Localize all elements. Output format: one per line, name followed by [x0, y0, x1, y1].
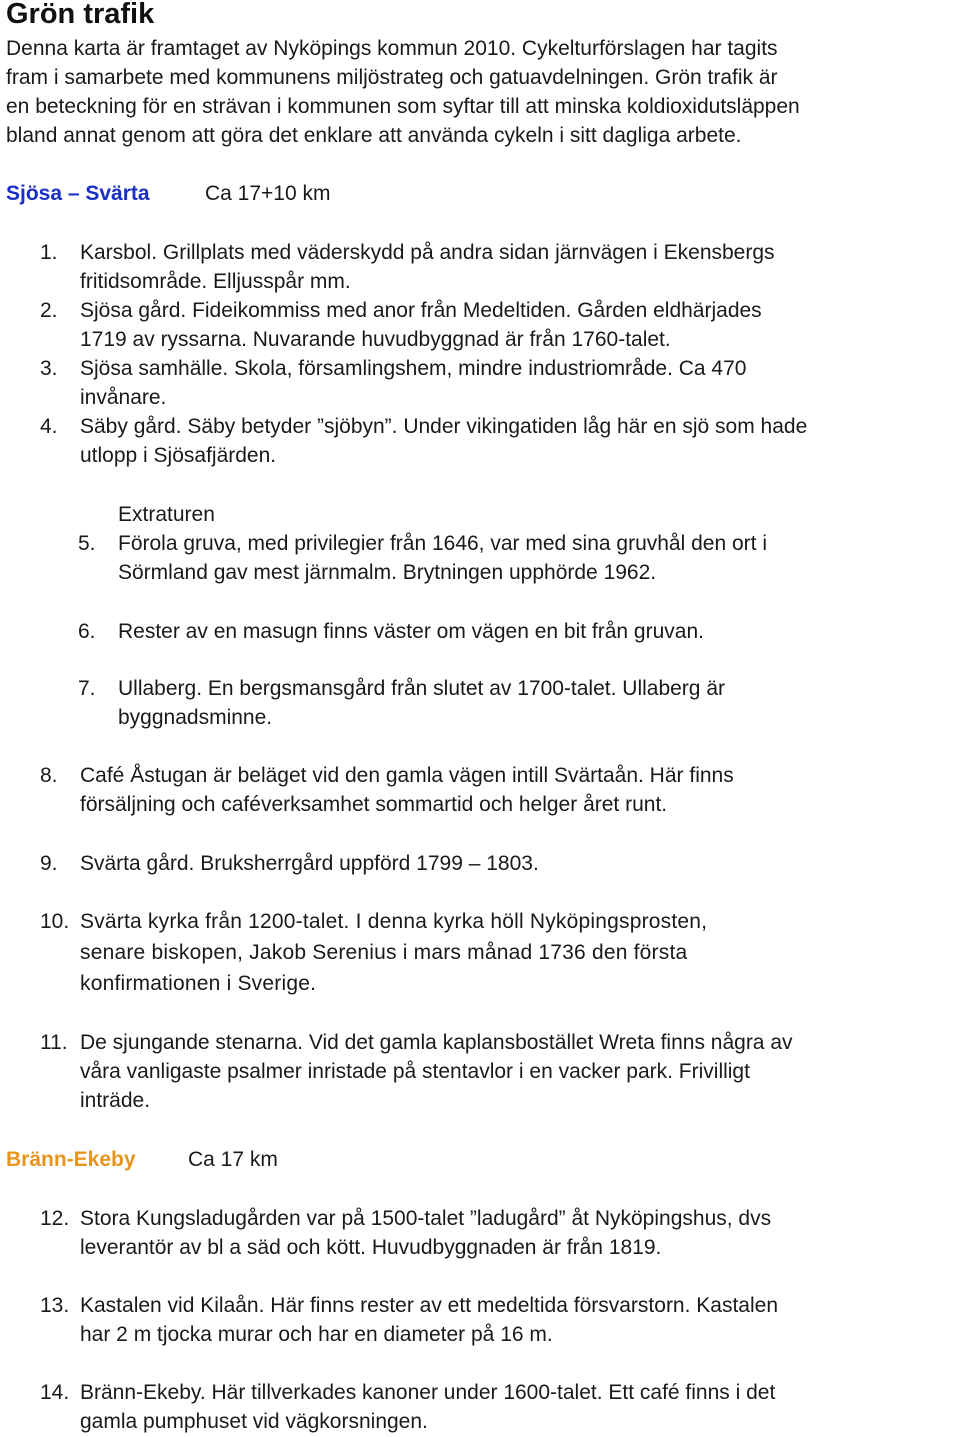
page-title: Grön trafik — [6, 0, 155, 30]
route-distance: Ca 17+10 km — [205, 182, 331, 205]
item-text: byggnadsminne. — [118, 706, 273, 729]
item-number: 4. — [40, 415, 58, 438]
item-text: 1719 av ryssarna. Nuvarande huvudbyggnad är från 1760-talet. — [80, 328, 671, 351]
list-item-2 — [40, 296, 762, 354]
item-text: invånare. — [80, 386, 167, 409]
item-number: 9. — [40, 852, 58, 875]
item-text: har 2 m tjocka murar och har en diameter på 16 m. — [80, 1323, 553, 1346]
intro-paragraph — [6, 34, 956, 150]
item-number: 8. — [40, 764, 58, 787]
item-number: 5. — [78, 532, 96, 555]
item-text: Stora Kungsladugården var på 1500-talet ”ladugård” åt Nyköpingshus, dvs — [80, 1207, 772, 1230]
item-number: 3. — [40, 357, 58, 380]
item-text: Sörmland gav mest järnmalm. Brytningen upphörde 1962. — [118, 561, 657, 584]
item-number: 11. — [40, 1031, 68, 1054]
item-text: Sjösa gård. Fideikommiss med anor från Medeltiden. Gården eldhärjades — [80, 299, 762, 322]
item-text: gamla pumphuset vid vägkorsningen. — [80, 1410, 428, 1433]
item-number: 1. — [40, 241, 58, 264]
item-number: 7. — [78, 677, 96, 700]
list-item-4 — [40, 412, 808, 470]
extra-tour-heading: Extraturen — [118, 503, 215, 526]
item-text: Svärta gård. Bruksherrgård uppförd 1799 – 1803. — [80, 852, 539, 875]
item-text: senare biskopen, Jakob Serenius i mars månad 1736 den första — [80, 941, 688, 964]
item-number: 2. — [40, 299, 58, 322]
list-item-9 — [40, 849, 539, 878]
item-text: Kastalen vid Kilaån. Här finns rester av ett medeltida försvarstorn. Kastalen — [80, 1294, 779, 1317]
list-item-11 — [40, 1028, 793, 1115]
route-distance: Ca 17 km — [188, 1148, 278, 1171]
item-text: Säby gård. Säby betyder ”sjöbyn”. Under vikingatiden låg här en sjö som hade — [80, 415, 808, 438]
list-item-8 — [40, 761, 734, 819]
item-text: Bränn-Ekeby. Här tillverkades kanoner under 1600-talet. Ett café finns i det — [80, 1381, 776, 1404]
list-item-14 — [40, 1378, 776, 1436]
intro-line: fram i samarbete med kommunens miljöstrateg och gatuavdelningen. Grön trafik är — [6, 66, 778, 89]
item-text: försäljning och caféverksamhet sommartid och helger året runt. — [80, 793, 668, 816]
route-heading-sjosa-svarta — [6, 179, 331, 208]
item-text: Förola gruva, med privilegier från 1646, var med sina gruvhål den ort i — [118, 532, 767, 555]
item-text: leverantör av bl a säd och kött. Huvudbyggnaden är från 1819. — [80, 1236, 662, 1259]
item-text: fritidsområde. Elljusspår mm. — [80, 270, 351, 293]
list-item-10 — [40, 906, 708, 999]
item-number: 13. — [40, 1294, 70, 1317]
list-item-5 — [78, 529, 767, 587]
item-text: våra vanligaste psalmer inristade på stentavlor i en vacker park. Frivilligt — [80, 1060, 750, 1083]
list-item-7 — [78, 674, 725, 732]
item-text: Sjösa samhälle. Skola, församlingshem, mindre industriområde. Ca 470 — [80, 357, 747, 380]
list-item-1 — [40, 238, 775, 296]
item-number: 12. — [40, 1207, 70, 1230]
item-text: Karsbol. Grillplats med väderskydd på andra sidan järnvägen i Ekensbergs — [80, 241, 775, 264]
item-text: Café Åstugan är beläget vid den gamla vägen intill Svärtaån. Här finns — [80, 764, 734, 787]
item-text: konfirmationen i Sverige. — [80, 972, 317, 995]
list-item-12 — [40, 1204, 772, 1262]
list-item-13 — [40, 1291, 779, 1349]
item-number: 10. — [40, 910, 70, 933]
item-number: 14. — [40, 1381, 70, 1404]
intro-line: en beteckning för en strävan i kommunen som syftar till att minska koldioxidutsläppen — [6, 95, 800, 118]
item-text: inträde. — [80, 1089, 151, 1112]
intro-line: bland annat genom att göra det enklare att använda cykeln i sitt dagliga arbete. — [6, 124, 742, 147]
list-item-3 — [40, 354, 747, 412]
intro-line: Denna karta är framtaget av Nyköpings kommun 2010. Cykelturförslagen har tagits — [6, 37, 778, 60]
item-text: Svärta kyrka från 1200-talet. I denna kyrka höll Nyköpingsprosten, — [80, 910, 708, 933]
item-text: De sjungande stenarna. Vid det gamla kaplansbostället Wreta finns några av — [80, 1031, 793, 1054]
route-name: Bränn-Ekeby — [6, 1148, 136, 1171]
item-text: Ullaberg. En bergsmansgård från slutet av 1700-talet. Ullaberg är — [118, 677, 725, 700]
route-heading-brann-ekeby — [6, 1145, 278, 1174]
item-text: Rester av en masugn finns väster om vägen en bit från gruvan. — [118, 620, 704, 643]
list-item-6 — [78, 617, 704, 646]
item-number: 6. — [78, 620, 96, 643]
route-name: Sjösa – Svärta — [6, 182, 150, 205]
item-text: utlopp i Sjösafjärden. — [80, 444, 277, 467]
